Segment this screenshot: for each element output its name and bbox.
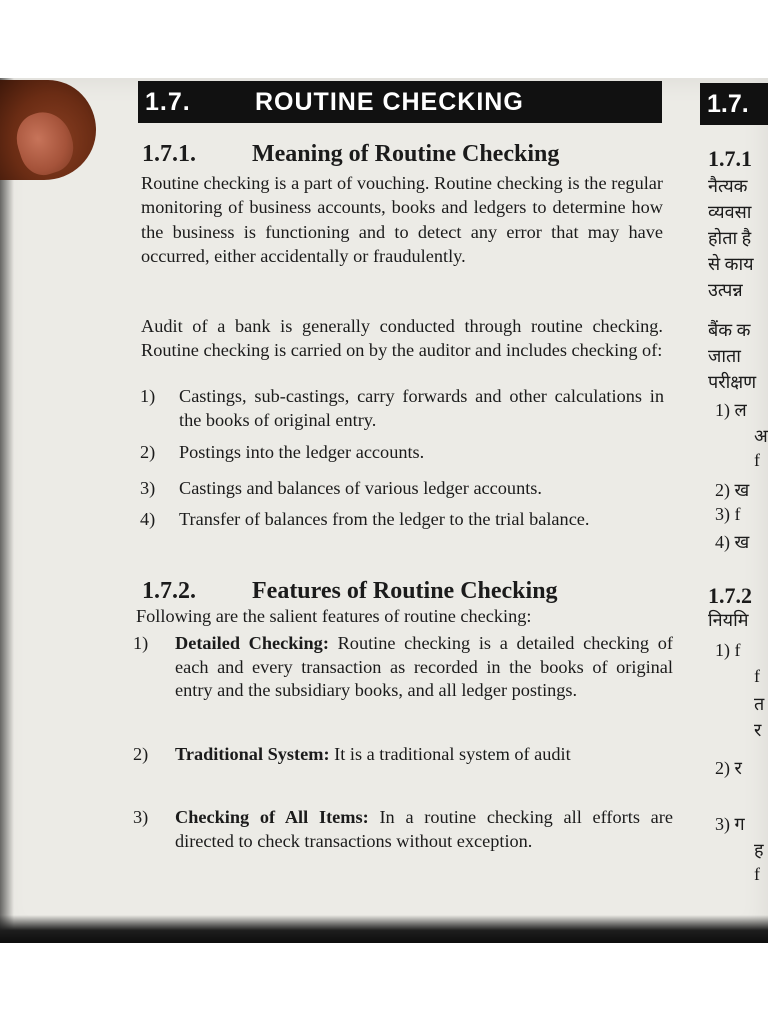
right-list-item: 1) f [715,640,741,660]
right-list-item: f [754,666,760,686]
right-text-line: होता है [708,228,752,248]
right-text-line: बैंक क [708,320,751,340]
list-item-text: Castings, sub-castings, carry forwards and other calculations in the books of original entry. [179,386,664,430]
feature-label: Traditional System: [175,744,330,764]
meaning-paragraph-1: Routine checking is a part of vouching. Routine checking is the regular monitoring of business accounts, books and ledgers to determine how the business is functioning and to detect any error that may have occurred, either accidentally or fraudulently. [141,173,663,266]
right-heading-1: 1.7.1 [708,146,752,171]
feature-number: 1) [133,633,149,653]
right-text-line: से काय [708,254,754,274]
page-edge-shadow [0,78,14,940]
feature-text: In a routine checking all efforts are directed to check transactions without exception. [175,807,673,851]
list-item-number: 1) [140,386,156,406]
right-list-item: f [754,450,760,470]
feature-item [133,632,673,703]
list-item-text: Postings into the ledger accounts. [179,442,425,462]
right-list-item: 2) र [715,758,742,778]
page-bottom-shadow [0,915,768,943]
meaning-number: 1.7.1. [142,141,196,167]
meaning-heading [142,141,559,168]
features-intro: Following are the salient features of routine checking: [136,606,532,626]
feature-label: Detailed Checking: [175,633,329,653]
section-banner [138,81,662,123]
right-list-item: ह [754,840,764,860]
features-title: Features of Routine Checking [252,578,558,604]
right-list-item: र [754,720,762,740]
right-text-line: व्यवसा [708,202,752,222]
right-list-item: f [754,864,760,884]
right-list-item: 3) ग [715,814,745,834]
right-list-item: 4) ख [715,532,750,552]
feature-text: Routine checking is a detailed checking of each and every transaction as recorded in the books of original entry and the subsidiary books, and all ledger postings. [175,633,673,700]
section-number: 1.7. [145,87,191,116]
list-item [140,508,664,532]
features-number: 1.7.2. [142,578,196,604]
right-text-line: नियमि [708,610,749,630]
feature-label: Checking of All Items: [175,807,369,827]
right-list-item: 3) f [715,504,741,524]
features-heading [142,578,558,605]
list-item [140,441,664,465]
right-list-item: 2) ख [715,480,750,500]
feature-text: It is a traditional system of audit [334,744,571,764]
list-item-text: Castings and balances of various ledger accounts. [179,478,542,498]
meaning-paragraph-2: Audit of a bank is generally conducted through routine checking. Routine checking is carried on by the auditor and includes checking of: [141,316,663,361]
right-heading-2: 1.7.2 [708,583,752,608]
feature-number: 2) [133,744,149,764]
right-text-line: जाता [708,346,741,366]
right-list-item: त [754,694,765,714]
feature-number: 3) [133,807,149,827]
right-list-item: 1) ल [715,400,747,420]
right-section-banner: 1.7. [700,83,768,125]
section-title: ROUTINE CHECKING [255,87,524,116]
right-text-line: उत्पन्न [708,280,743,300]
list-item-number: 3) [140,478,156,498]
meaning-title: Meaning of Routine Checking [252,141,560,167]
right-text-line: नैत्यक [708,176,748,196]
list-item [140,477,664,501]
feature-item [133,806,673,853]
list-item-text: Transfer of balances from the ledger to the trial balance. [179,509,590,529]
right-text-line: परीक्षण [708,372,757,392]
right-list-item: अ [754,426,768,446]
list-item-number: 2) [140,442,156,462]
list-item-number: 4) [140,509,156,529]
feature-item [133,743,673,767]
list-item [140,385,664,432]
